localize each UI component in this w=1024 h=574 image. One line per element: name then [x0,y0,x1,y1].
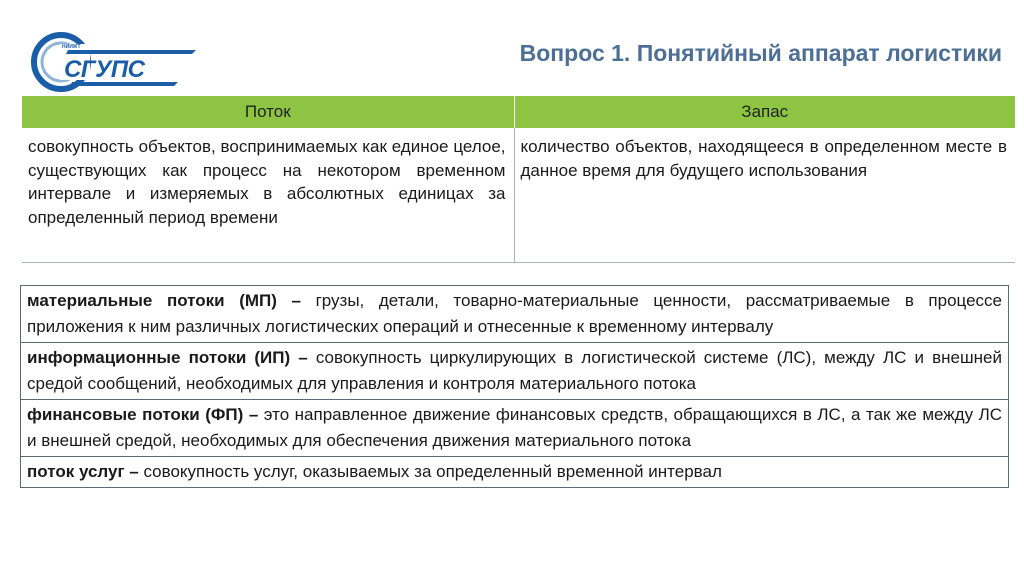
flow-type-term: материальные потоки (МП) [27,291,277,310]
flow-types-table [20,285,1009,488]
flow-type-financial [21,400,1009,457]
table-row [21,343,1009,400]
term-dash: – [290,348,316,367]
stock-definition: количество объектов, находящееся в определенном месте в данное время для будущего использования [514,128,1015,263]
logo-small-text: НИИЖТ [62,44,81,50]
flow-type-material [21,286,1009,343]
definitions-row [22,128,1015,263]
flow-type-services [21,457,1009,488]
flow-type-term: информационные потоки (ИП) [27,348,291,367]
term-dash: – [243,405,264,424]
definitions-header-row [22,96,1015,128]
flow-type-information [21,343,1009,400]
column-header-stock: Запас [514,96,1015,128]
term-dash: – [124,462,144,481]
flow-type-text: грузы, детали, товарно-материальные ценности, рассматриваемые в процессе приложения к ним различных логистических операций и отнесенные к временному интервалу [27,291,1003,336]
logo-text: СГУПС [64,56,145,83]
definitions-table [22,96,1015,263]
flow-type-term: поток услуг [27,462,125,481]
table-row [21,286,1009,343]
term-dash: – [276,291,316,310]
table-row [21,457,1009,488]
flow-type-text: это направленное движение финансовых средств, обращающихся в ЛС, а так же между ЛС и внешней средой, необходимых для обеспечения движения материального потока [27,405,1003,450]
flow-type-text: совокупность услуг, оказываемых за определенный временной интервал [143,462,722,481]
table-row [21,400,1009,457]
flow-type-text: совокупность циркулирующих в логистической системе (ЛС), между ЛС и внешней средой сообщений, необходимых для управления и контроля материального потока [27,348,1002,393]
flow-definition: совокупность объектов, воспринимаемых как единое целое, существующих как процесс на некотором временном интервале и измеряемых в абсолютных единицах за определенный период времени [22,128,514,263]
flow-type-term: финансовые потоки (ФП) [27,405,244,424]
column-header-flow: Поток [22,96,514,128]
page-title: Вопрос 1. Понятийный аппарат логистики [519,40,1002,66]
